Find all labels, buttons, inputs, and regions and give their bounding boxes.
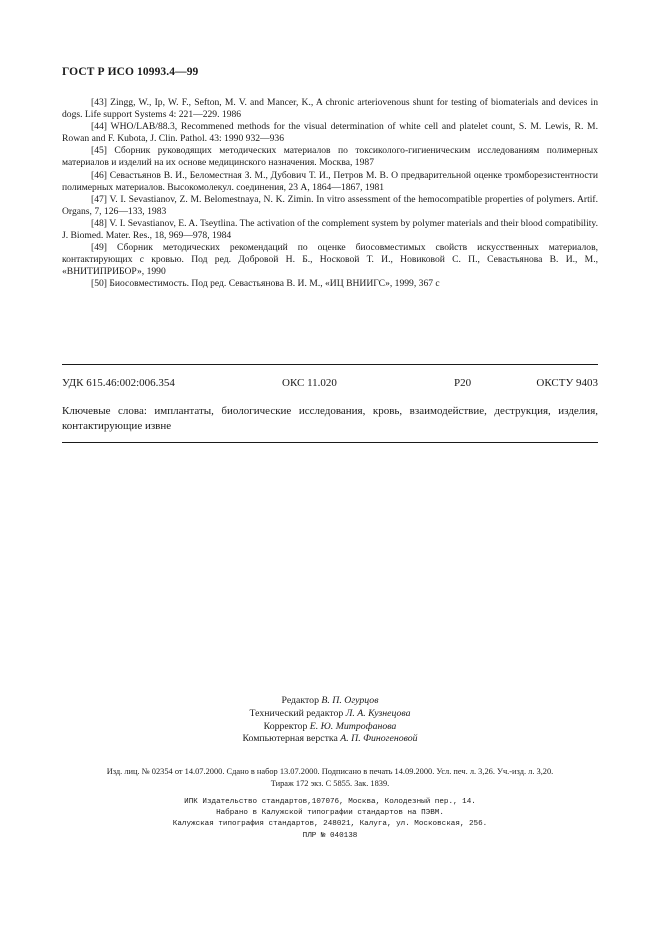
reference-item: [46] Севастьянов В. И., Беломестная З. М., Дубович Т. И., Петров М. В. О предварительной оценке тромборезистентности полимерных материалов. Высокомолекул. соединения, 23 А, 1864—1867, 1981 [62,169,598,193]
credit-name: Е. Ю. Митрофанова [309,720,397,732]
reference-item: [49] Сборник методических рекомендаций по оценке биосовместимых свойств искусственных материалов, контактирующих с кровью. Под ред. Добровой Н. Б., Носковой Т. И., Новиковой С. П., Севастьянова В. И., М., «ВНИТИПРИБОР», 1990 [62,242,598,278]
group-code: Р20 [454,377,472,389]
credit-role: Редактор [281,695,319,706]
reference-item: [50] Биосовместимость. Под ред. Севастьянова В. И. М., «ИЦ ВНИИГС», 1999, 367 с [91,278,440,290]
publication-line: Тираж 172 экз. С 5855. Зак. 1839. [270,778,390,788]
top-divider [62,364,598,365]
printer-line: Калужская типография стандартов, 248021, Калуга, ул. Московская, 256. [172,820,488,829]
printer-line: Набрано в Калужской типографии стандартов на ПЭВМ. [216,809,444,818]
credit-name: В. П. Огурцов [321,695,379,706]
oks-code: ОКС 11.020 [282,377,337,389]
keywords: Ключевые слова: имплантаты, биологические исследования, кровь, взаимодействие, деструкция, изделия, контактирующие извне [62,405,598,432]
bottom-divider [62,442,598,443]
reference-item: [44] WHO/LAB/88.3, Recommened methods for the visual determination of white cell and platelet count, S. M. Lewis, R. M. Rowan and F. Kubota, J. Clin. Pathol. 43: 1990 932—936 [62,121,598,145]
reference-list [62,97,598,291]
credit-role: Технический редактор [249,707,344,719]
credit-technical-editor [190,708,470,721]
reference-item: [47] V. I. Sevastianov, Z. M. Belomestnaya, N. K. Zimin. In vitro assessment of the hemocompatible properties of polymers. Artif. Organs, 7, 126—133, 1983 [62,193,598,217]
credit-proofreader [190,721,470,734]
publication-info [62,766,598,789]
classification-row [62,377,598,391]
credits-block [190,695,470,746]
udk-code: УДК 615.46:002:006.354 [62,377,175,389]
reference-item: [45] Сборник руководящих методических материалов по токсиколого-гигиеническим исследованиям полимерных материалов и изделий на их основе медицинского назначения. Москва, 1987 [62,145,598,169]
okstu-code: ОКСТУ 9403 [536,377,598,389]
printer-line: ПЛР № 040138 [302,831,358,840]
reference-item: [43] Zingg, W., Ip, W. F., Sefton, M. V. and Mancer, K., A chronic arteriovenous shunt for testing of biomaterials and devices in dogs. Life support Systems 4: 221—229. 1986 [62,97,598,121]
credit-editor [190,695,470,708]
reference-item: [48] V. I. Sevastianov, E. A. Tseytlina. The activation of the complement system by polymer materials and their blood compatibility. J. Biomed. Mater. Res., 18, 969—978, 1984 [62,217,598,242]
credit-name: А. П. Финогеновой [340,733,418,745]
publication-line: Изд. лиц. № 02354 от 14.07.2000. Сдано в набор 13.07.2000. Подписано в печать 14.09.2000. Усл. печ. л. 3,26. Уч.-изд. л. 3,20. [106,767,554,776]
credit-name: Л. А. Кузнецова [345,707,411,719]
standard-code-header: ГОСТ Р ИСО 10993.4—99 [62,66,199,78]
credit-layout [190,733,470,746]
credit-role: Компьютерная верстка [242,733,338,745]
printer-info [62,797,598,842]
credit-role: Корректор [263,720,308,732]
printer-line: ИПК Издательство стандартов,107076, Москва, Колодезный пер., 14. [184,798,476,806]
